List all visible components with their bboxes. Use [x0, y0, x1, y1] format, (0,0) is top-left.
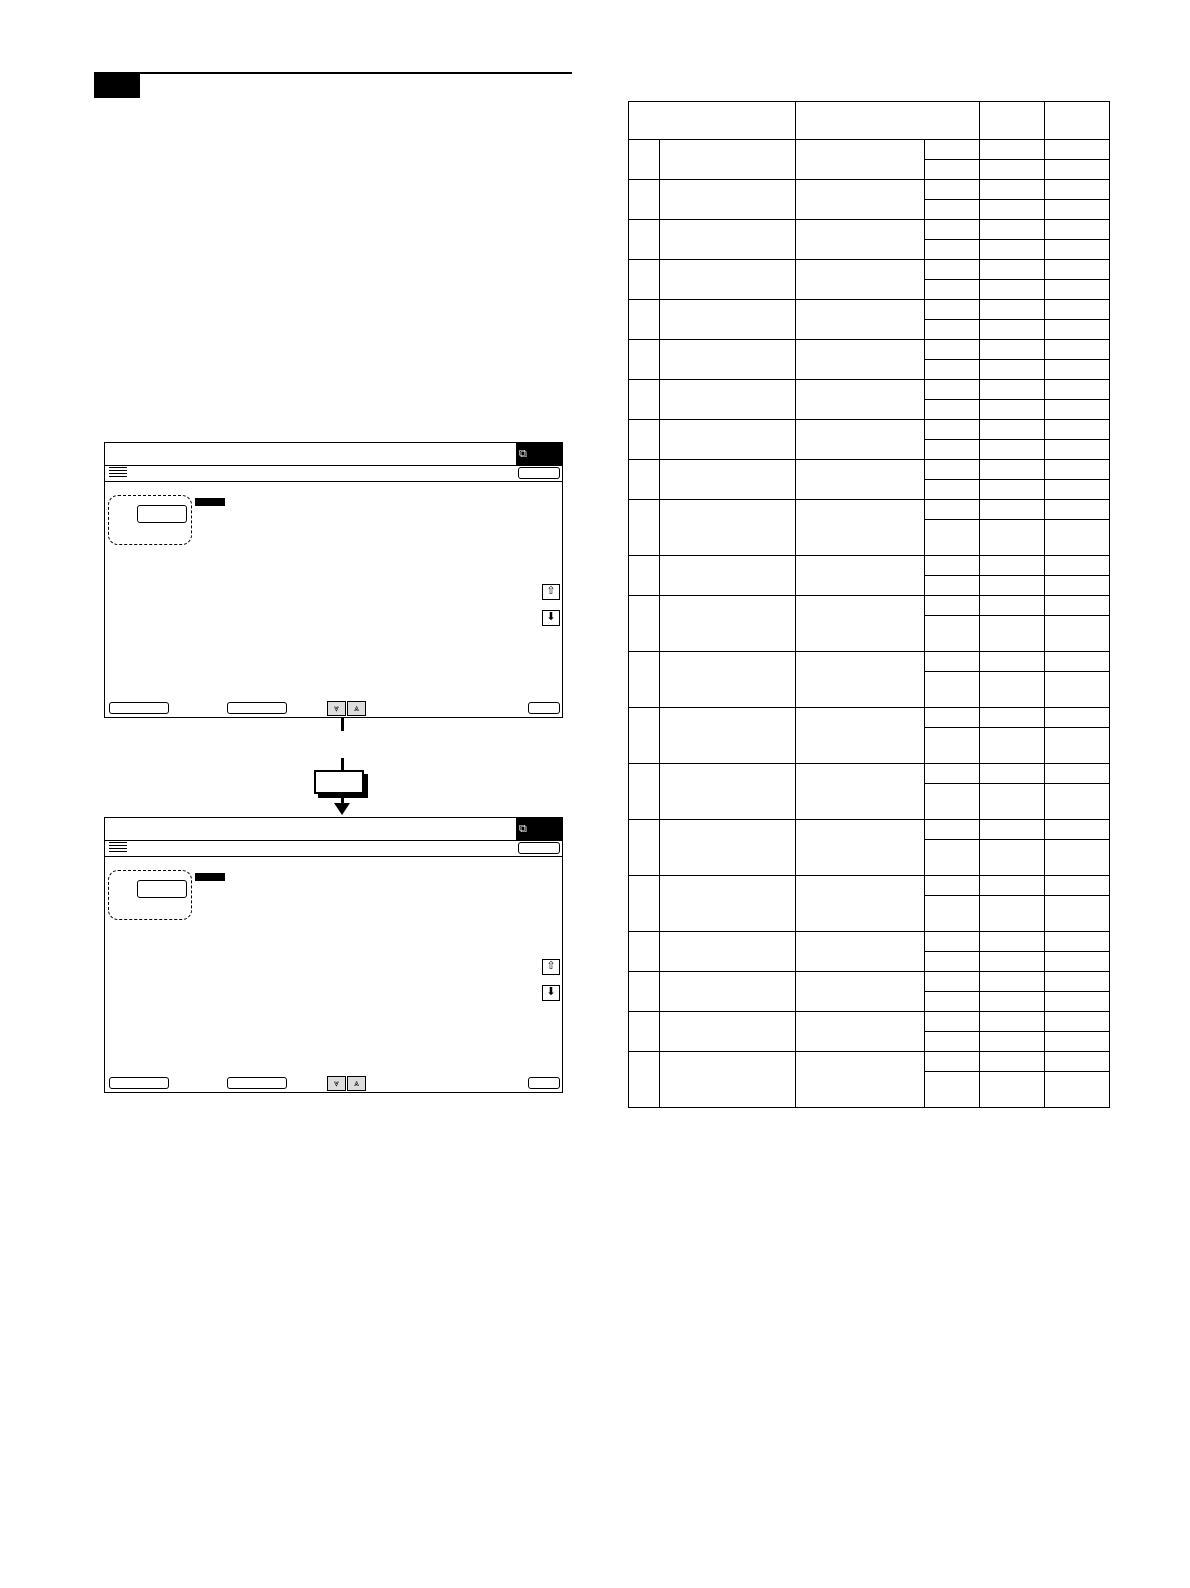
option-cell: [924, 180, 979, 200]
option-cell: [924, 616, 979, 652]
value-cell: [979, 380, 1044, 400]
option-cell: [924, 728, 979, 764]
value-cell: [1044, 500, 1109, 520]
item-name-cell: [660, 652, 796, 708]
value-cell: [1044, 840, 1109, 876]
header-cell: [629, 102, 796, 140]
value-cell: [979, 200, 1044, 220]
value-cell: [1044, 400, 1109, 420]
item-detail-cell: [796, 500, 924, 556]
item-number-cell: [629, 140, 660, 180]
label-tag: [195, 873, 225, 881]
value-cell: [979, 500, 1044, 520]
value-cell: [979, 932, 1044, 952]
option-cell: [924, 992, 979, 1012]
table-row: [629, 260, 1110, 280]
value-cell: [1044, 140, 1109, 160]
item-detail-cell: [796, 764, 924, 820]
scroll-up-icon[interactable]: ⇧: [542, 584, 560, 600]
table-row: [629, 596, 1110, 616]
item-name-cell: [660, 820, 796, 876]
option-cell: [924, 220, 979, 240]
table-row: [629, 1052, 1110, 1072]
value-cell: [979, 480, 1044, 500]
value-cell: [979, 240, 1044, 260]
option-cell: [924, 972, 979, 992]
item-number-cell: [629, 820, 660, 876]
value-cell: [979, 764, 1044, 784]
option-cell: [924, 876, 979, 896]
option-cell: [924, 260, 979, 280]
item-detail-cell: [796, 260, 924, 300]
item-detail-cell: [796, 340, 924, 380]
value-cell: [979, 672, 1044, 708]
option-cell: [924, 556, 979, 576]
item-name-cell: [660, 300, 796, 340]
value-cell: [1044, 764, 1109, 784]
table-row: [629, 460, 1110, 480]
item-detail-cell: [796, 300, 924, 340]
item-detail-cell: [796, 596, 924, 652]
item-number-cell: [629, 972, 660, 1012]
table-row: [629, 380, 1110, 400]
value-cell: [979, 180, 1044, 200]
item-name-cell: [660, 420, 796, 460]
item-detail-cell: [796, 380, 924, 420]
value-cell: [1044, 480, 1109, 500]
item-name-cell: [660, 972, 796, 1012]
table-row: [629, 972, 1110, 992]
option-cell: [924, 1052, 979, 1072]
option-cell: [924, 140, 979, 160]
item-number-cell: [629, 220, 660, 260]
value-cell: [979, 820, 1044, 840]
value-cell: [1044, 1072, 1109, 1108]
screen-title-bar: [105, 443, 562, 466]
value-cell: [979, 1012, 1044, 1032]
value-cell: [1044, 180, 1109, 200]
item-number-cell: [629, 180, 660, 220]
header-cell: [979, 102, 1044, 140]
value-cell: [1044, 1032, 1109, 1052]
item-number-cell: [629, 1012, 660, 1052]
item-name-cell: [660, 764, 796, 820]
value-cell: [979, 340, 1044, 360]
item-name-cell: [660, 460, 796, 500]
value-cell: [1044, 360, 1109, 380]
value-cell: [979, 280, 1044, 300]
option-cell: [924, 240, 979, 260]
value-cell: [1044, 820, 1109, 840]
footer-button-middle[interactable]: [227, 1077, 287, 1089]
value-cell: [979, 140, 1044, 160]
header-cell: [796, 102, 979, 140]
option-cell: [924, 764, 979, 784]
value-cell: [1044, 1012, 1109, 1032]
label-tag: [195, 498, 225, 506]
value-cell: [1044, 280, 1109, 300]
screen-menu-bar: [105, 840, 562, 857]
table-row: [629, 556, 1110, 576]
table-row: [629, 820, 1110, 840]
value-cell: [979, 1052, 1044, 1072]
value-cell: [1044, 260, 1109, 280]
chevron-up-icon[interactable]: ⩓: [347, 701, 366, 716]
value-cell: [1044, 616, 1109, 652]
value-cell: [1044, 784, 1109, 820]
section-number-tab: [94, 73, 140, 98]
table-row: [629, 1012, 1110, 1032]
item-detail-cell: [796, 820, 924, 876]
value-cell: [1044, 440, 1109, 460]
footer-button-left[interactable]: [109, 702, 169, 714]
option-cell: [924, 576, 979, 596]
item-number-cell: [629, 420, 660, 460]
scroll-down-icon[interactable]: ⬇: [542, 610, 560, 626]
value-cell: [1044, 1052, 1109, 1072]
option-cell: [924, 672, 979, 708]
menu-bar-button[interactable]: [518, 467, 560, 479]
table-row: [629, 180, 1110, 200]
value-cell: [1044, 200, 1109, 220]
screen-after: [104, 817, 563, 1093]
value-cell: [979, 320, 1044, 340]
option-cell: [924, 280, 979, 300]
value-cell: [1044, 972, 1109, 992]
screen-menu-bar: [105, 465, 562, 482]
value-cell: [979, 220, 1044, 240]
option-cell: [924, 952, 979, 972]
footer-button-right[interactable]: [528, 1077, 560, 1089]
value-cell: [1044, 596, 1109, 616]
screen-title-bar: [105, 818, 562, 841]
chevron-down-icon[interactable]: ⩔: [327, 1076, 346, 1091]
item-name-cell: [660, 140, 796, 180]
copy-mode-icon: ⧉: [516, 443, 562, 465]
option-cell: [924, 500, 979, 520]
menu-icon[interactable]: [109, 467, 127, 479]
value-cell: [1044, 952, 1109, 972]
table-row: [629, 708, 1110, 728]
table-row: [629, 340, 1110, 360]
value-cell: [979, 260, 1044, 280]
option-cell: [924, 480, 979, 500]
footer-button-middle[interactable]: [227, 702, 287, 714]
value-cell: [1044, 652, 1109, 672]
item-number-cell: [629, 500, 660, 556]
value-cell: [979, 460, 1044, 480]
value-cell: [1044, 708, 1109, 728]
value-cell: [979, 400, 1044, 420]
value-cell: [1044, 160, 1109, 180]
footer-button-right[interactable]: [528, 702, 560, 714]
value-cell: [1044, 876, 1109, 896]
value-cell: [979, 556, 1044, 576]
item-name-cell: [660, 556, 796, 596]
table-row: [629, 652, 1110, 672]
value-cell: [979, 952, 1044, 972]
option-cell: [924, 840, 979, 876]
item-name-cell: [660, 876, 796, 932]
item-name-cell: [660, 220, 796, 260]
table-row: [629, 300, 1110, 320]
option-cell: [924, 1012, 979, 1032]
option-cell: [924, 820, 979, 840]
value-cell: [979, 520, 1044, 556]
highlighted-button[interactable]: [137, 880, 187, 898]
item-detail-cell: [796, 972, 924, 1012]
value-cell: [979, 596, 1044, 616]
value-cell: [979, 420, 1044, 440]
option-cell: [924, 1032, 979, 1052]
table-row: [629, 876, 1110, 896]
item-detail-cell: [796, 876, 924, 932]
item-detail-cell: [796, 460, 924, 500]
value-cell: [1044, 932, 1109, 952]
item-detail-cell: [796, 140, 924, 180]
option-cell: [924, 460, 979, 480]
option-cell: [924, 360, 979, 380]
scroll-down-icon[interactable]: ⬇: [542, 985, 560, 1001]
item-name-cell: [660, 380, 796, 420]
option-cell: [924, 320, 979, 340]
scroll-up-icon[interactable]: ⇧: [542, 959, 560, 975]
value-cell: [979, 840, 1044, 876]
option-cell: [924, 652, 979, 672]
value-cell: [1044, 420, 1109, 440]
flow-line-top: [341, 718, 344, 731]
value-cell: [979, 896, 1044, 932]
item-detail-cell: [796, 708, 924, 764]
table-row: [629, 220, 1110, 240]
option-cell: [924, 784, 979, 820]
chevron-up-icon[interactable]: ⩓: [347, 1076, 366, 1091]
item-number-cell: [629, 380, 660, 420]
value-cell: [1044, 380, 1109, 400]
item-name-cell: [660, 260, 796, 300]
option-cell: [924, 420, 979, 440]
option-cell: [924, 340, 979, 360]
item-number-cell: [629, 764, 660, 820]
item-name-cell: [660, 932, 796, 972]
value-cell: [979, 160, 1044, 180]
option-cell: [924, 932, 979, 952]
item-number-cell: [629, 876, 660, 932]
value-cell: [979, 728, 1044, 764]
table-row: [629, 500, 1110, 520]
item-number-cell: [629, 652, 660, 708]
item-number-cell: [629, 556, 660, 596]
item-detail-cell: [796, 556, 924, 596]
value-cell: [1044, 320, 1109, 340]
option-cell: [924, 440, 979, 460]
table-row: [629, 140, 1110, 160]
item-name-cell: [660, 340, 796, 380]
copy-mode-icon: ⧉: [516, 818, 562, 840]
value-cell: [1044, 460, 1109, 480]
value-cell: [1044, 576, 1109, 596]
item-name-cell: [660, 1012, 796, 1052]
footer-button-left[interactable]: [109, 1077, 169, 1089]
highlighted-button[interactable]: [137, 505, 187, 523]
item-detail-cell: [796, 652, 924, 708]
item-detail-cell: [796, 1052, 924, 1108]
screen-before: [104, 442, 563, 718]
item-detail-cell: [796, 420, 924, 460]
option-cell: [924, 380, 979, 400]
item-number-cell: [629, 1052, 660, 1108]
header-cell: [1044, 102, 1109, 140]
value-cell: [979, 440, 1044, 460]
item-name-cell: [660, 500, 796, 556]
value-cell: [1044, 992, 1109, 1012]
value-cell: [979, 1072, 1044, 1108]
item-detail-cell: [796, 180, 924, 220]
item-name-cell: [660, 1052, 796, 1108]
value-cell: [1044, 240, 1109, 260]
value-cell: [979, 972, 1044, 992]
value-cell: [979, 652, 1044, 672]
table-row: [629, 932, 1110, 952]
option-cell: [924, 708, 979, 728]
option-cell: [924, 1072, 979, 1108]
section-rule: [94, 72, 572, 74]
value-cell: [979, 616, 1044, 652]
option-cell: [924, 200, 979, 220]
value-cell: [979, 708, 1044, 728]
value-cell: [979, 360, 1044, 380]
item-name-cell: [660, 708, 796, 764]
item-number-cell: [629, 300, 660, 340]
value-cell: [979, 576, 1044, 596]
option-cell: [924, 400, 979, 420]
option-cell: [924, 300, 979, 320]
item-detail-cell: [796, 1012, 924, 1052]
value-cell: [1044, 340, 1109, 360]
item-number-cell: [629, 932, 660, 972]
value-cell: [1044, 520, 1109, 556]
option-cell: [924, 520, 979, 556]
value-cell: [1044, 220, 1109, 240]
chevron-down-icon[interactable]: ⩔: [327, 701, 346, 716]
item-number-cell: [629, 708, 660, 764]
item-number-cell: [629, 596, 660, 652]
table-header-row: [629, 102, 1110, 140]
option-cell: [924, 896, 979, 932]
item-detail-cell: [796, 932, 924, 972]
value-cell: [979, 784, 1044, 820]
value-cell: [979, 1032, 1044, 1052]
option-cell: [924, 160, 979, 180]
item-number-cell: [629, 260, 660, 300]
menu-bar-button[interactable]: [518, 842, 560, 854]
value-cell: [979, 300, 1044, 320]
value-cell: [1044, 672, 1109, 708]
table-row: [629, 764, 1110, 784]
table-row: [629, 420, 1110, 440]
menu-icon[interactable]: [109, 842, 127, 854]
item-name-cell: [660, 596, 796, 652]
flow-step-box: [314, 770, 364, 794]
settings-table: [628, 101, 1110, 1108]
item-name-cell: [660, 180, 796, 220]
option-cell: [924, 596, 979, 616]
value-cell: [1044, 896, 1109, 932]
value-cell: [1044, 728, 1109, 764]
value-cell: [979, 992, 1044, 1012]
value-cell: [1044, 300, 1109, 320]
value-cell: [1044, 556, 1109, 576]
item-number-cell: [629, 340, 660, 380]
item-detail-cell: [796, 220, 924, 260]
value-cell: [979, 876, 1044, 896]
flow-arrow-icon: [334, 803, 350, 815]
item-number-cell: [629, 460, 660, 500]
